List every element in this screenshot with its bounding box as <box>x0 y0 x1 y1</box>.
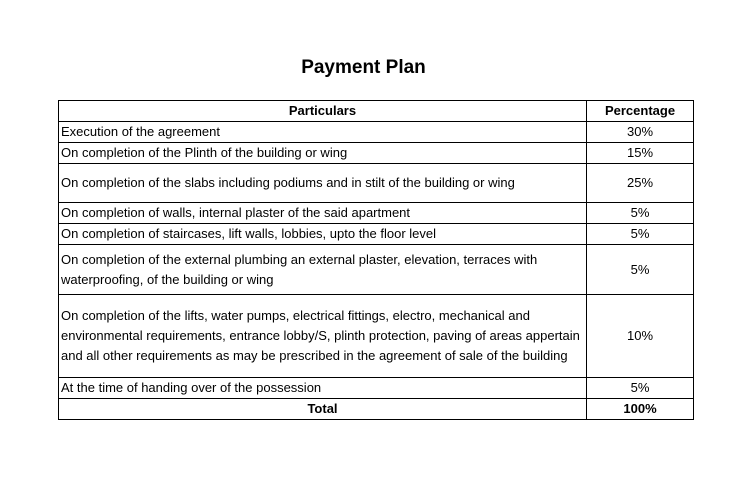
table-row <box>59 295 694 378</box>
row-particular: Execution of the agreement <box>59 122 587 143</box>
row-particular: On completion of the Plinth of the building or wing <box>59 143 587 164</box>
row-percentage: 25% <box>587 164 694 203</box>
total-label: Total <box>59 399 587 420</box>
table-header-row <box>59 101 694 122</box>
row-particular: On completion of the slabs including podiums and in stilt of the building or wing <box>59 164 587 203</box>
table-row <box>59 122 694 143</box>
row-percentage: 5% <box>587 224 694 245</box>
row-percentage: 5% <box>587 378 694 399</box>
table-row <box>59 224 694 245</box>
table-row <box>59 143 694 164</box>
payment-plan-table <box>58 100 694 420</box>
table-row <box>59 164 694 203</box>
row-particular: On completion of the lifts, water pumps, electrical fittings, electro, mechanical and environmental requirements, entrance lobby/S, plinth protection, paving of areas appertain and all other requirements as may be prescribed in the agreement of sale of the building <box>59 295 587 378</box>
row-percentage: 5% <box>587 203 694 224</box>
row-particular: On completion of the external plumbing an external plaster, elevation, terraces with waterproofing, of the building or wing <box>59 245 587 295</box>
page-title: Payment Plan <box>301 57 426 78</box>
row-percentage: 10% <box>587 295 694 378</box>
row-particular: On completion of staircases, lift walls, lobbies, upto the floor level <box>59 224 587 245</box>
table-row <box>59 378 694 399</box>
total-row <box>59 399 694 420</box>
row-percentage: 30% <box>587 122 694 143</box>
header-percentage: Percentage <box>587 101 694 122</box>
row-particular: On completion of walls, internal plaster of the said apartment <box>59 203 587 224</box>
total-percentage: 100% <box>587 399 694 420</box>
header-particulars: Particulars <box>59 101 587 122</box>
row-percentage: 5% <box>587 245 694 295</box>
table-row <box>59 203 694 224</box>
row-percentage: 15% <box>587 143 694 164</box>
table-row <box>59 245 694 295</box>
row-particular: At the time of handing over of the possession <box>59 378 587 399</box>
